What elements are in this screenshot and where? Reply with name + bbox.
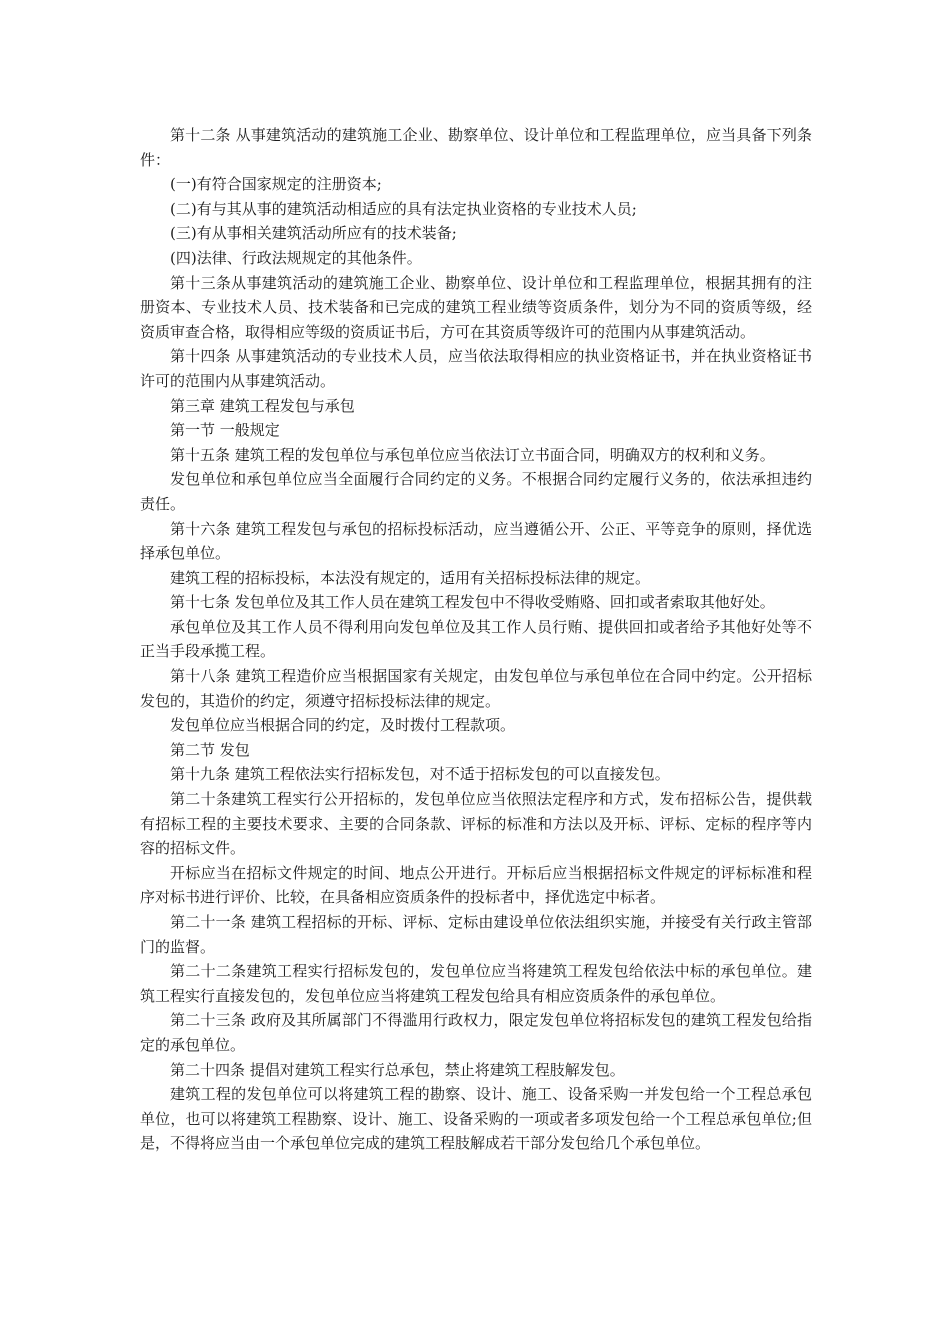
condition-1: (一)有符合国家规定的注册资本; <box>170 175 382 194</box>
condition-3: (三)有从事相关建筑活动所应有的技术装备; <box>170 224 457 243</box>
article-20: 第二十条建筑工程实行公开招标的，发包单位应当依照法定程序和方式，发布招标公告，提供载有招标工程的主要技术要求、主要的合同条款、评标的标准和方法以及开标、评标、定标的程序等内容的招标文件。 <box>140 790 812 858</box>
article-13: 第十三条从事建筑活动的建筑施工企业、勘察单位、设计单位和工程监理单位，根据其拥有的注册资本、专业技术人员、技术装备和已完成的建筑工程业绩等资质条件，划分为不同的资质等级，经资质审查合格，取得相应等级的资质证书后，方可在其资质等级许可的范围内从事建筑活动。 <box>140 273 812 341</box>
section-1-heading: 第一节 一般规定 <box>170 421 280 440</box>
article-18: 第十八条 建筑工程造价应当根据国家有关规定，由发包单位与承包单位在合同中约定。公开招标发包的，其造价的约定，须遵守招标投标法律的规定。 <box>140 667 812 710</box>
condition-4: (四)法律、行政法规规定的其他条件。 <box>170 248 422 267</box>
document-page <box>140 123 812 1156</box>
article-24-para-2: 建筑工程的发包单位可以将建筑工程的勘察、设计、施工、设备采购一并发包给一个工程总承包单位，也可以将建筑工程勘察、设计、施工、设备采购的一项或者多项发包给一个工程总承包单位;但是，不得将应当由一个承包单位完成的建筑工程肢解成若干部分发包给几个承包单位。 <box>140 1085 812 1153</box>
article-16: 第十六条 建筑工程发包与承包的招标投标活动，应当遵循公开、公正、平等竞争的原则，择优选择承包单位。 <box>140 519 812 563</box>
chapter-3-heading: 第三章 建筑工程发包与承包 <box>170 396 355 415</box>
article-12: 第十二条 从事建筑活动的建筑施工企业、勘察单位、设计单位和工程监理单位，应当具备下列条件： <box>140 126 812 169</box>
article-15-para-2: 发包单位和承包单位应当全面履行合同约定的义务。不根据合同约定履行义务的，依法承担违约责任。 <box>140 470 812 513</box>
article-24: 第二十四条 提倡对建筑工程实行总承包，禁止将建筑工程肢解发包。 <box>170 1060 625 1079</box>
article-16-para-2: 建筑工程的招标投标，本法没有规定的，适用有关招标投标法律的规定。 <box>170 568 651 587</box>
article-22: 第二十二条建筑工程实行招标发包的，发包单位应当将建筑工程发包给依法中标的承包单位。建筑工程实行直接发包的，发包单位应当将建筑工程发包给具有相应资质条件的承包单位。 <box>140 962 812 1005</box>
article-20-para-2: 开标应当在招标文件规定的时间、地点公开进行。开标后应当根据招标文件规定的评标标准和程序对标书进行评价、比较，在具备相应资质条件的投标者中，择优选定中标者。 <box>140 863 812 907</box>
article-18-para-2: 发包单位应当根据合同的约定，及时拨付工程款项。 <box>170 716 516 735</box>
article-15: 第十五条 建筑工程的发包单位与承包单位应当依法订立书面合同，明确双方的权利和义务。 <box>170 445 775 464</box>
article-17: 第十七条 发包单位及其工作人员在建筑工程发包中不得收受贿赂、回扣或者索取其他好处。 <box>170 593 775 612</box>
article-21: 第二十一条 建筑工程招标的开标、评标、定标由建设单位依法组织实施，并接受有关行政主管部门的监督。 <box>140 913 812 956</box>
section-2-heading: 第二节 发包 <box>170 740 250 759</box>
article-17-para-2: 承包单位及其工作人员不得利用向发包单位及其工作人员行贿、提供回扣或者给予其他好处等不正当手段承揽工程。 <box>140 617 812 661</box>
article-23: 第二十三条 政府及其所属部门不得滥用行政权力，限定发包单位将招标发包的建筑工程发包给指定的承包单位。 <box>140 1011 812 1054</box>
article-14: 第十四条 从事建筑活动的专业技术人员，应当依法取得相应的执业资格证书，并在执业资格证书许可的范围内从事建筑活动。 <box>140 347 812 390</box>
condition-2: (二)有与其从事的建筑活动相适应的具有法定执业资格的专业技术人员; <box>170 199 637 218</box>
article-19: 第十九条 建筑工程依法实行招标发包，对不适于招标发包的可以直接发包。 <box>170 765 670 784</box>
